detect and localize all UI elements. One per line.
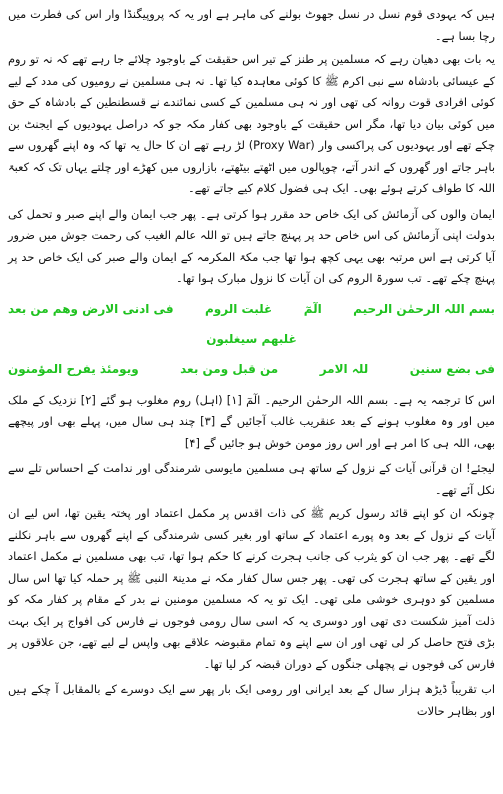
paragraph-1: ہیں کہ یہودی قوم نسل در نسل جھوٹ بولنے کی ماہر ہے اور یہ کہ پروپیگنڈا وار اس کی فطرت میں رچا بسا ہے۔ bbox=[8, 7, 495, 43]
verse-line-2 bbox=[8, 324, 495, 354]
quran-verses bbox=[8, 294, 495, 384]
paragraph-7: اب تقریباً ڈیڑھ ہزار سال کے بعد ایرانی اور رومی ایک بار پھر سے ایک دوسرے کے بالمقابل آ چکے ہیں اور بظاہر حالات bbox=[8, 682, 495, 718]
verse-segment: من قبل ومن بعد bbox=[180, 361, 279, 376]
paragraph-6: چونکہ ان کو اپنے قائد رسول کریم ﷺ کی ذات اقدس پر مکمل اعتماد اور پختہ یقین تھا، اس لیے ان آیات کے نزول کے بعد وہ پورے اعتماد کے ساتھ اور بغیر کسی شرمندگی کے اپنے گھروں سے باہر نکلنے لگے تھے۔ پھر جب ان کو یثرب کی جانب ہجرت کرنے کا حکم ہوا تھا، تب بھی مسلمین نے مکمل اعتماد اور یقین کے ساتھ ہجرت کی تھی۔ پھر جس سال کفار مکہ نے مدینۃ النبی ﷺ پر حملہ کیا تھا اس سال مسلمین کو دوہری خوشی ملی تھی۔ ایک تو یہ کہ مسلمین مومنین نے بدر کے مقام پر کفار مکہ کو ذلت آمیز شکست دی تھی اور دوسری یہ کہ اسی سال رومی فوجوں نے فارس کی افواج پر ایک بہت بڑی فتح حاصل کر لی تھی اور ان سے اپنے وہ تمام مقبوضہ علاقے بھی واپس لے لیے تھے، جن علاقوں پر فارس کی فوجوں نے پچھلی جنگوں کے دوران قبضہ کر لیا تھا۔ bbox=[8, 506, 495, 671]
verse-segment: فی ادنی الارض وھم من بعد bbox=[8, 301, 174, 316]
paragraph-2-text: یہ بات بھی دھیان رہے کہ مسلمین پر طنز کے تیر اس حقیقت کے باوجود چلائے جا رہے تھے کہ نہ تو روم کے عیسائی بادشاہ سے نبی اکرم ﷺ کا کوئی معاہدہ کیا تھا۔ نہ ہی مسلمین نے رومیوں کی مدد کے لیے کوئی افرادی قوت روانہ کی تھی اور نہ ہی مسلمین کے کسی نمائندے نے قسطنطین کے بادشاہ کے حق میں کوئی بیان دیا تھا، مگر اس حقیقت کے باوجود بھی کفار مکہ جو کہ دراصل یہودیوں کے ایجنٹ بن چکے تھے اور یہودیوں کی پراکسی وار bbox=[8, 52, 495, 152]
paragraph-2 bbox=[8, 49, 495, 200]
verse-line-3 bbox=[8, 354, 495, 384]
verse-segment: بسم اللہ الرحمٰن الرحیم bbox=[353, 301, 495, 316]
verse-line-1 bbox=[8, 294, 495, 324]
verse-segment: للہ الامر bbox=[319, 361, 369, 376]
paragraph-3: ایمان والوں کی آزمائش کی ایک خاص حد مقرر ہوا کرتی ہے۔ پھر جب ایمان والے اپنے صبر و تحمل کی بدولت اپنی آزمائش کی اس خاص حد پر پہنچ جاتے ہیں تو اللہ عالم الغیب کی رحمت جوش میں ضرور آیا کرتی ہے اس مرتبہ بھی یہی کچھ ہوا تھا جب مکۃ المکرمہ کے ایمان والے صبر کی ایک خاص حد پر پہنچ چکے تھے۔ تب سورۃ الروم کی ان آیات کا نزول مبارک ہوا تھا۔ bbox=[8, 206, 495, 285]
verse-segment: غلبھم سیغلبون bbox=[206, 331, 297, 346]
verse-segment: ویومئذ یفرح المؤمنون bbox=[8, 361, 139, 376]
verse-segment: فی بضع سنین bbox=[409, 361, 495, 376]
translation-paragraph: اس کا ترجمہ یہ ہے۔ بسم اللہ الرحمٰن الرحیم۔ الٓمٓ [۱] (اہل) روم مغلوب ہو گئے [۲] نزدیک کے ملک میں اور وہ مغلوب ہونے کے بعد عنقریب غالب آجائیں گے [۳] چند ہی سال میں، پہلے بھی اور پیچھے بھی، اللہ ہی کا امر ہے اور اس روز مومن خوش ہو جائیں گے [۴] bbox=[8, 392, 496, 450]
verse-segment: الٓمٓ bbox=[303, 301, 322, 316]
paragraph-2-end: لڑ رہے تھے ان کا حال یہ تھا کہ وہ اپنے گھروں سے باہر جاتے اور گھروں کے اندر آتے، چوپالوں میں اٹھتے بیٹھتے، بازاروں میں کھڑے اور چلتے یہاں تک کہ کعبۃ اللہ کا طواف کرتے ہوئے بھی۔ ایک ہی فضول کلام کیے جاتے تھے۔ bbox=[8, 138, 495, 195]
verse-segment: غلبت الروم bbox=[205, 301, 273, 316]
proxy-war-term: (Proxy War) bbox=[248, 138, 315, 152]
paragraph-5: لیجئے! ان قرآنی آیات کے نزول کے ساتھ ہی مسلمین مایوسی شرمندگی اور ندامت کے احساس تلے سے نکل آئے تھے۔ bbox=[8, 461, 495, 497]
